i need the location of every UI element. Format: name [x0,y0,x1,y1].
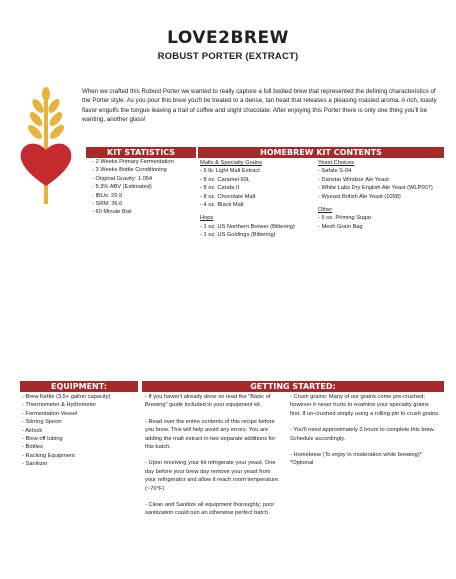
other-heading: Other [318,207,333,214]
hops-heading: Hops [200,215,214,222]
list-item: - 2 Weeks Primary Fermentation [92,159,174,165]
homebrew-kit-heading: HOMEBREW KIT CONTENTS [198,147,444,158]
list-item: - Original Gravity: 1.054 [92,175,153,182]
getting-started-heading: GETTING STARTED: [142,381,444,392]
kit-contents-right [318,159,438,231]
getting-started-left [145,393,280,526]
step-text: - Read over the entire contents of this recipe before you brew. This will help avoid any errors. You are adding the malt extract in two separate additions for this batch. [145,418,276,451]
list-item: - 60 Minute Boil [92,209,132,216]
list-item: - 5 oz. Priming Sugar [318,215,372,222]
list-item: - Stirring Spoon [22,419,62,426]
list-item: - White Labs Dry English Ale Yeast (WLP007) [318,185,433,192]
list-item: - Fermentation Vessel [22,410,78,417]
step-text: - You'll need approximately 3 hours to complete this brew. Schedule accordingly. [290,427,435,442]
kit-statistics-heading: KIT STATISTICS [86,147,196,158]
list-item: - Bottles [22,444,43,451]
logo [12,86,80,204]
list-item: - Airlock [22,427,43,434]
list-item: - 8 oz. Caramel 60L [200,176,250,183]
brand-title: LOVE2BREW [167,28,289,48]
list-item: - Brew Kettle (3.5+ gallon capacity) [22,394,111,400]
list-item: - 1 oz. US Goldings (Bittering) [200,232,276,239]
equipment-heading: EQUIPMENT: [20,381,138,392]
intro-paragraph: When we crafted this Robust Porter we wanted to really capture a full bodied brew that represented the defining characteristics of the Porter style. As you pour this brew you'll be treated to a dense, tan head that releases a pleasing roasted aroma. A rich, toasty flavor engulfs the tongue leaving a trail of coffee and slight chocolate. After enjoying this Porter there is only one thing you'll be wanting, another glass! [82,88,437,123]
step-text: - Clean and Sanitize all equipment thoroughly; poor sanitization could ruin an otherwise perfect batch. [145,502,275,517]
step-text: - Homebrew (To enjoy in moderation while brewing)* [290,452,422,459]
step-text: - If you haven't already done so read the "Basic of Brewing" guide included in your equipment kit. [145,394,271,409]
list-item: - Wyeast British Ale Yeast (1098) [318,193,401,200]
step-text: - Crush grains: Many of our grains come pre-crushed; however it never hurts to examine your specialty grains first. If un-crushed simply using a rolling pin to crush grains. [290,394,440,417]
footnote: *Optional [290,460,314,467]
list-item: - Blow off tubing [22,436,63,443]
yeast-heading: Yeast Choices [318,160,355,166]
equipment-list [22,393,110,469]
step-text: - Upon receiving your kit refrigerate your yeast. One day before your brew day remove your yeast from your refrigerator and allow it reach room temperature. (~70°F) [145,460,280,492]
list-item: - 8 oz. Carafa II [200,185,240,192]
list-item: - 8 oz. Chocolate Malt [200,193,256,200]
list-item: - 3 Weeks Bottle Conditioning [92,167,167,174]
list-item: - Danstar Windsor Ale Yeast [318,176,389,183]
list-item: - 4 oz. Black Malt [200,202,244,209]
list-item: - Thermometer & Hydrometer [22,402,97,409]
list-item: - 6 lb. Light Malt Extract [200,168,260,175]
list-item: - IBUs: 29.9 [92,192,123,199]
list-item: - Racking Equipment [22,452,75,459]
getting-started-right [290,393,440,468]
malts-heading: Malts & Specialty Grains [200,160,262,166]
list-item: - SRM: 36.6 [92,201,123,208]
kit-statistics-list [92,158,174,217]
list-item: - Safale S-04 [318,168,352,175]
kit-contents-left [200,159,312,240]
recipe-title: ROBUST PORTER (EXTRACT) [157,51,299,62]
list-item: - Mesh Grain Bag [318,223,363,230]
list-item: - Sanitizer [22,461,48,468]
list-item: - 5.3% ABV (Estimated) [92,184,152,191]
list-item: - 1 oz. US Northern Brewer (Bittering) [200,223,295,230]
